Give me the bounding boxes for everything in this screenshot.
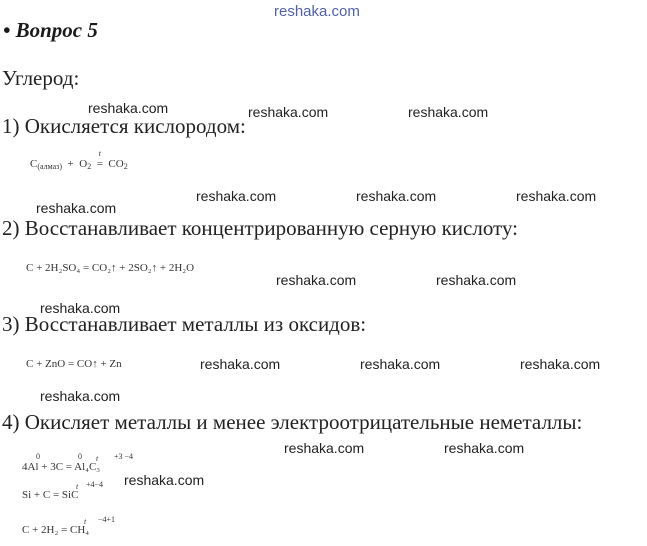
item-4-text: 4) Окисляет металлы и менее электроотрицательные неметаллы: (2, 410, 583, 434)
formula-1: $C_{(алмаз)} + O_2$ t = $CO_2$ (30, 149, 128, 171)
item-2-text: 2) Восстанавливает концентрированную серную кислоту: (2, 216, 519, 240)
watermark: reshaka.com (248, 104, 329, 120)
formula-2: C + 2H₂SO₄ = CO₂↑ + 2SO₂↑ + 2H₂O (26, 262, 195, 274)
watermark: reshaka.com (36, 200, 117, 216)
question-heading (3, 18, 98, 43)
formula-4b: t +4−4 Si + C = SiC (22, 480, 104, 501)
item-3-text: 3) Восстанавливает металлы из оксидов: (2, 312, 367, 336)
watermark: reshaka.com (196, 188, 277, 204)
watermark: reshaka.com (284, 440, 365, 456)
formula-4a: 0 0 t +3 −4 4Al + 3C = Al₄C₃ (22, 452, 134, 473)
watermark: reshaka.com (276, 272, 357, 288)
watermark: reshaka.com (40, 300, 121, 316)
formula-4c: t −4+1 C + 2H₂ = CH₄ (22, 515, 116, 536)
watermark: reshaka.com (124, 472, 205, 488)
watermark: reshaka.com (88, 100, 169, 116)
watermark: reshaka.com (200, 356, 281, 372)
watermark: reshaka.com (444, 440, 525, 456)
watermark: reshaka.com (516, 188, 597, 204)
bullet: • (3, 18, 11, 42)
watermark: reshaka.com (408, 104, 489, 120)
watermark: reshaka.com (520, 356, 601, 372)
watermark: reshaka.com (436, 272, 517, 288)
watermark: reshaka.com (360, 356, 441, 372)
item-1-text: 1) Окисляется кислородом: (2, 114, 246, 138)
watermark: reshaka.com (40, 388, 121, 404)
question-title: Вопрос 5 (15, 18, 98, 42)
watermark: reshaka.com (356, 188, 437, 204)
watermark-top: reshaka.com (274, 3, 360, 20)
subject-label: Углерод: (2, 66, 80, 90)
formula-3: C + ZnO = CO↑ + Zn (26, 358, 122, 370)
